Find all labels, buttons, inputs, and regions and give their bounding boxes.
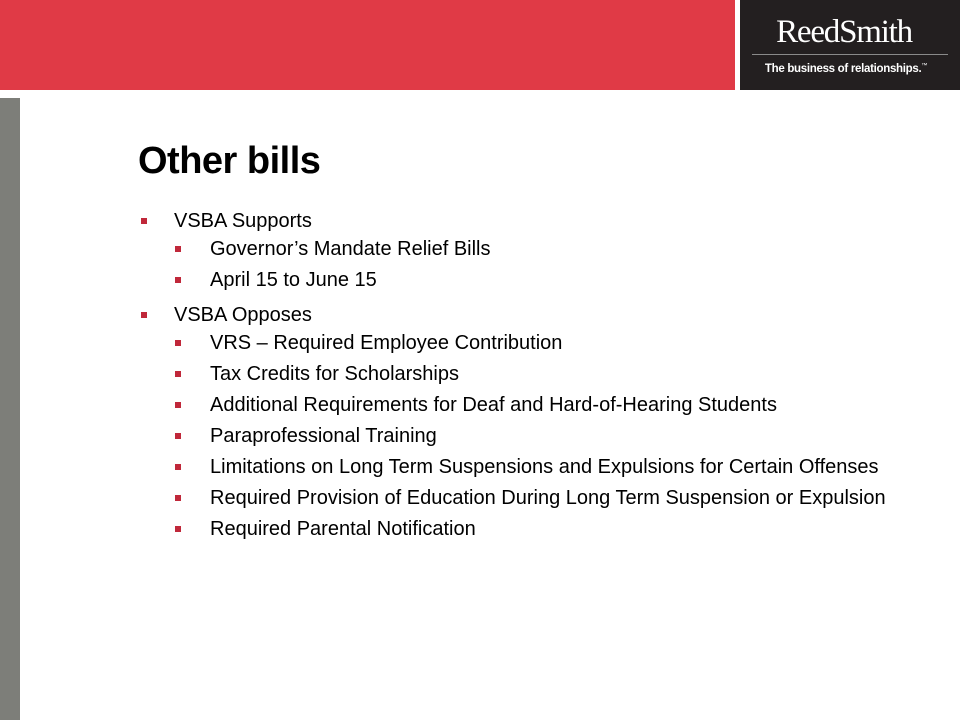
- square-bullet-icon: [175, 246, 181, 252]
- item-text: VRS – Required Employee Contribution: [210, 332, 563, 354]
- list-item-level2: [174, 425, 928, 448]
- square-bullet-icon: [141, 312, 147, 318]
- bullet-list: [138, 208, 928, 541]
- item-text: April 15 to June 15: [210, 269, 377, 291]
- list-item-level1: [138, 302, 928, 328]
- logo-tagline: [740, 63, 952, 75]
- list-item-level2: [174, 394, 928, 417]
- square-bullet-icon: [175, 433, 181, 439]
- section-label: VSBA Supports: [174, 210, 312, 232]
- list-item-level2: [174, 456, 928, 479]
- item-text: Required Parental Notification: [210, 518, 476, 540]
- slide-title: Other bills: [138, 140, 321, 182]
- item-text: Governor’s Mandate Relief Bills: [210, 238, 491, 260]
- square-bullet-icon: [175, 495, 181, 501]
- item-text: Tax Credits for Scholarships: [210, 363, 459, 385]
- logo-divider: [752, 54, 948, 55]
- list-item-level2: [174, 238, 928, 261]
- list-item-level2: [174, 363, 928, 386]
- square-bullet-icon: [141, 218, 147, 224]
- left-side-bar: [0, 98, 20, 720]
- item-text: Required Provision of Education During Long Term Suspension or Expulsion: [210, 487, 886, 509]
- list-item-level2: [174, 269, 928, 292]
- square-bullet-icon: [175, 464, 181, 470]
- trademark-mark: ™: [921, 63, 928, 70]
- list-item-level2: [174, 332, 928, 355]
- square-bullet-icon: [175, 526, 181, 532]
- list-item-level2: [174, 487, 928, 510]
- section-label: VSBA Opposes: [174, 304, 312, 326]
- item-text: Additional Requirements for Deaf and Hard-of-Hearing Students: [210, 394, 777, 416]
- item-text: Paraprofessional Training: [210, 425, 437, 447]
- item-text: Limitations on Long Term Suspensions and Expulsions for Certain Offenses: [210, 456, 879, 478]
- list-item-level2: [174, 518, 928, 541]
- logo-tagline-text: The business of relationships.: [764, 63, 922, 75]
- square-bullet-icon: [175, 371, 181, 377]
- square-bullet-icon: [175, 340, 181, 346]
- logo-name: ReedSmith: [776, 14, 912, 50]
- square-bullet-icon: [175, 277, 181, 283]
- list-item-level1: [138, 208, 928, 234]
- square-bullet-icon: [175, 402, 181, 408]
- header-red-bar: [0, 0, 735, 90]
- reedsmith-logo: [740, 0, 960, 90]
